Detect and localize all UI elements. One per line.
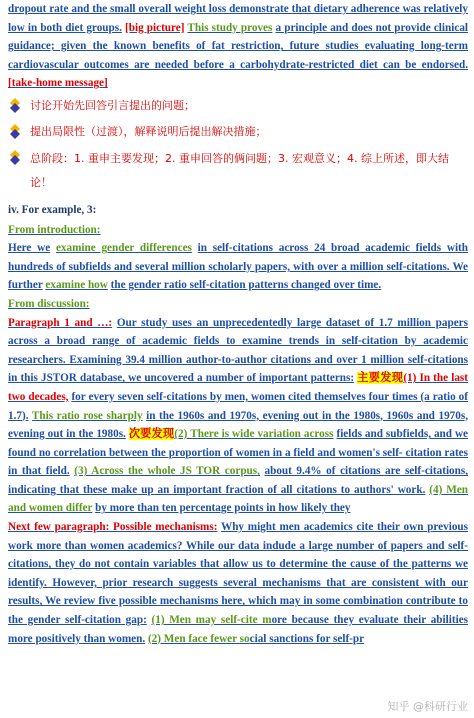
mechanism-1: (1) Men may self-cite m [151,614,272,627]
discussion-heading: From discussion: [8,297,90,310]
diamond-bullet-icon [8,149,22,167]
tag-take-home-message: [take-home message] [8,77,108,90]
text-span: Here we [8,242,51,255]
text-span: Why might men academics cite their own previous work more than women academics? While our data indude a large number of papers and self-citations, they do not contain variables that allow us to determine the cause of the patterns we identify. However, prior research suggests several mechanisms that are consistent with our results, We review five possible mechanisms here, which may in some combination contribute to the gender self-citation gap: [8,521,468,627]
bullet-text: 总阶段：1. 重申主要发现；2. 重申回答的俩问题；3. 宏观意义；4. 综上所述，即大结论！ [30,151,449,189]
text-span: ore because they evaluate their abilities more positively than women. [8,614,469,645]
finding-3: (3) Across the whole JS TOR corpus, [74,465,260,478]
label-next-paragraph: Next few paragraph: Possible mechanisms: [8,521,218,534]
finding-1: (1) In the last two decades, [8,372,469,403]
highlight-secondary-finding: 次要发现 [128,428,175,441]
label-paragraph-1: Paragraph 1 and …: [8,316,113,329]
text-span: in self-citations across 24 broad academic fields with hundreds of subfields and several million scholarly papers, with over a million self-citations. We further [8,242,469,292]
phrase-examine-gender: examine gender differences [55,242,192,255]
document-page [8,0,468,648]
text-span: by more than ten percentage points in how likely they [95,502,351,515]
bullet-item [8,147,468,195]
phrase-this-study-proves: This study proves [187,21,273,34]
paragraph-take-home [8,0,468,93]
paragraph-discussion-1 [8,314,468,519]
text-span: fields and subfields, and we found no correlation between the proportion of women in a field and women's self- citation rates in that field. [8,428,469,478]
text-span: dropout rate and the small overall weight loss demonstrate that dietary adherence was relatively low in both diet groups. [8,3,468,34]
text-span: about 9.4% of citations are self-citations, indicating that these make up an important fraction of all citations to authors' work. [8,465,469,496]
intro-heading: From introduction: [8,223,101,236]
text-span: a principle and does not provide clinical guidance; given the known benefits of fat restriction, future studies evaluating long-term cardiovascular outcomes are needed before a carbohydrate-restricted diet can be endorsed. [8,21,469,71]
paragraph-discussion-2 [8,518,468,648]
phrase-examine-how: examine how [45,279,108,292]
phrase-ratio-rose: This ratio rose sharply [31,409,143,422]
finding-2: (2) There is wide variation across [174,428,334,441]
text-span: Our study uses an unprecedentedly large dataset of 1.7 million papers across a broad range of academic fields to examine trends in self-citation by academic researchers. Examining 39.4 million author-to-author citations and over 1 million self-citations in this JSTOR database, we uncovered a number of important patterns: [8,316,468,385]
diamond-bullet-icon [8,97,22,115]
text-span: in the 1960s and 1970s, evening out in the 1980s, 1960s and 1970s, evening out in the 1980s. [8,409,468,441]
paragraph-introduction [8,239,468,295]
diamond-bullet-icon [8,123,22,141]
highlight-main-finding: 主要发现 [357,372,404,385]
tag-big-picture: [big picture] [125,21,185,34]
bullet-item [8,121,468,143]
watermark: 知乎 @科研行业 [387,700,468,713]
bullet-item [8,95,468,117]
text-span: the gender ratio self-citation patterns changed over time. [110,279,382,292]
bullet-list [8,95,468,195]
text-span: for every seven self-citations by men, women cited themselves four times (a ratio of 1.7). [8,390,468,422]
bullet-text: 讨论开始先回答引言提出的问题； [30,98,195,112]
mechanism-2: (2) Men face fewer so [147,632,250,645]
example-heading: iv. For example, 3: [8,203,97,216]
finding-4: (4) Men and women differ [8,483,469,515]
text-span: cial sanctions for self-pr [249,632,365,645]
bullet-text: 提出局限性（过渡），解释说明后提出解决措施； [30,124,267,138]
